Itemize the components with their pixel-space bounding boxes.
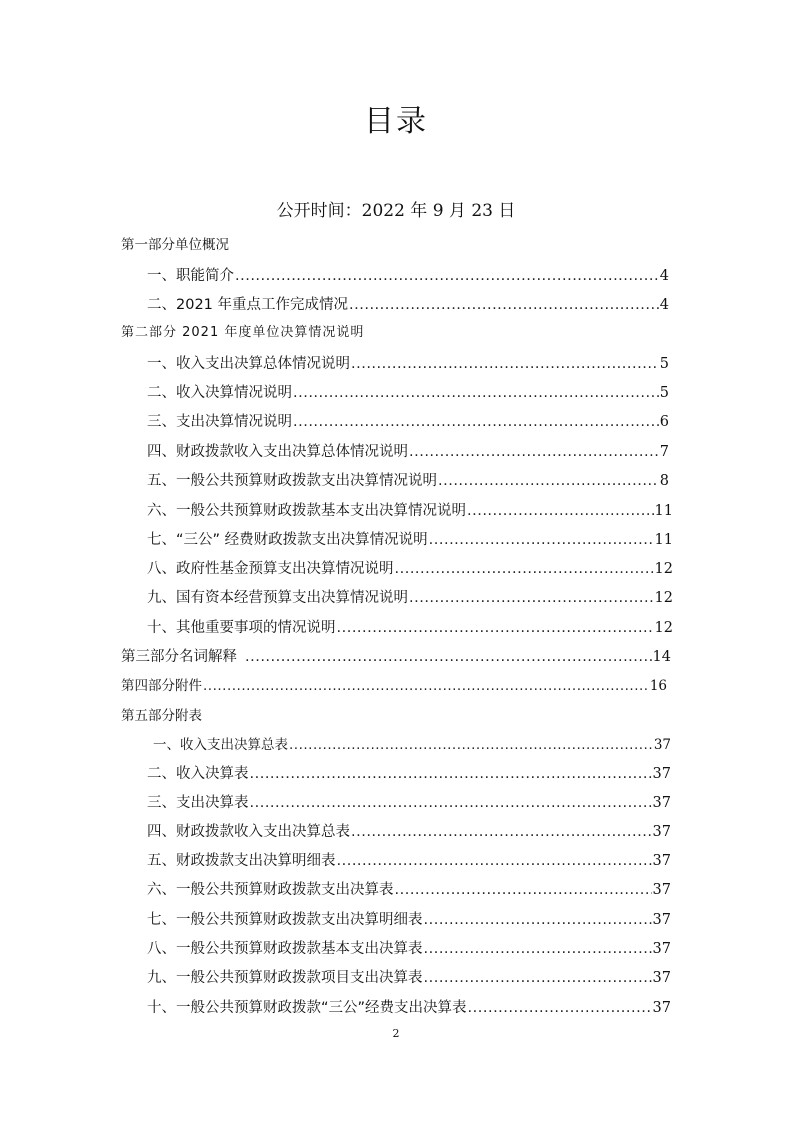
dot-leader <box>409 441 659 463</box>
dot-leader <box>250 792 652 814</box>
dot-leader <box>429 529 654 551</box>
toc-entry <box>147 382 669 404</box>
toc-label: 二、2021 年重点工作完成情况 <box>147 297 349 313</box>
dot-leader <box>293 411 659 433</box>
toc-label: 九、一般公共预算财政拨款项目支出决算表 <box>147 970 423 986</box>
toc-entry <box>147 265 669 287</box>
toc-part-3 <box>121 646 671 668</box>
dot-leader <box>245 646 652 668</box>
dot-leader <box>351 821 652 843</box>
toc-entry <box>147 763 671 785</box>
toc-page: 4 <box>659 268 669 284</box>
dot-leader <box>337 850 652 872</box>
toc-label: 第五部分附表 <box>121 708 202 724</box>
toc-page: 14 <box>652 649 671 665</box>
dot-leader <box>438 470 659 492</box>
toc-entry <box>147 294 669 316</box>
dot-leader <box>424 909 652 931</box>
toc-label: 第一部分单位概况 <box>121 237 229 253</box>
dot-leader <box>409 587 654 609</box>
toc-label: 四、财政拨款收入支出决算总表 <box>147 824 350 840</box>
toc-entry <box>147 411 669 433</box>
toc-label: 一、收入支出决算总表 <box>153 737 288 753</box>
toc-entry <box>147 558 673 580</box>
toc-page: 37 <box>652 1000 671 1016</box>
toc-page: 37 <box>652 853 671 869</box>
toc-label: 五、一般公共预算财政拨款支出决算情况说明 <box>147 473 437 489</box>
toc-label: 六、一般公共预算财政拨款基本支出决算情况说明 <box>147 503 466 519</box>
toc-entry <box>147 470 669 492</box>
toc-label: 第三部分名词解释 <box>121 649 237 665</box>
toc-label: 九、国有资本经营预算支出决算情况说明 <box>147 590 408 606</box>
toc-page: 6 <box>659 414 669 430</box>
toc-page: 11 <box>654 503 673 519</box>
dot-leader <box>424 938 652 960</box>
dot-leader <box>395 879 652 901</box>
dot-leader <box>467 500 654 522</box>
dot-leader <box>351 353 659 375</box>
dot-leader <box>349 294 659 316</box>
toc-entry <box>147 909 671 931</box>
toc-entry <box>147 587 673 609</box>
toc-page: 12 <box>654 590 673 606</box>
toc-entry <box>147 821 671 843</box>
toc-entry <box>147 529 673 551</box>
toc-entry <box>147 850 671 872</box>
toc-page: 8 <box>659 473 669 489</box>
dot-leader <box>337 617 654 639</box>
page-number: 2 <box>392 1027 400 1040</box>
toc-entry <box>147 879 671 901</box>
dot-leader <box>424 967 652 989</box>
toc-label: 五、财政拨款支出决算明细表 <box>147 853 336 869</box>
toc-label: 七、“三公” 经费财政拨款支出决算情况说明 <box>147 532 428 548</box>
toc-entry <box>147 938 671 960</box>
toc-page: 37 <box>653 737 671 753</box>
toc-page: 37 <box>652 795 671 811</box>
toc-part-1 <box>121 234 669 256</box>
toc-part-4 <box>121 675 667 697</box>
toc-entry <box>147 353 669 375</box>
toc-entry <box>153 734 671 756</box>
toc-label: 四、财政拨款收入支出决算总体情况说明 <box>147 444 408 460</box>
toc-part-5 <box>121 705 669 727</box>
toc-label: 六、一般公共预算财政拨款支出决算表 <box>147 882 394 898</box>
toc-entry <box>147 441 669 463</box>
toc-entry <box>147 792 671 814</box>
dot-leader <box>235 265 659 287</box>
publish-date: 公开时间：2022 年 9 月 23 日 <box>276 201 516 221</box>
toc-page: 11 <box>654 532 673 548</box>
toc-label: 十、一般公共预算财政拨款“三公”经费支出决算表 <box>147 1000 467 1016</box>
toc-page: 16 <box>649 678 667 694</box>
toc-entry <box>147 997 671 1019</box>
toc-page: 12 <box>654 620 673 636</box>
toc-entry <box>147 967 671 989</box>
toc-entry <box>147 617 673 639</box>
toc-label: 三、支出决算情况说明 <box>147 414 292 430</box>
toc-page: 4 <box>659 297 669 313</box>
toc-page: 37 <box>652 766 671 782</box>
toc-page: 37 <box>652 941 671 957</box>
toc-page: 37 <box>652 824 671 840</box>
toc-part-2 <box>121 322 669 344</box>
dot-leader <box>203 675 649 697</box>
toc-label: 一、收入支出决算总体情况说明 <box>147 356 350 372</box>
toc-page: 37 <box>652 970 671 986</box>
toc-page: 5 <box>659 356 669 372</box>
toc-label: 第二部分 2021 年度单位决算情况说明 <box>121 325 365 340</box>
toc-page: 12 <box>654 561 673 577</box>
toc-label: 第四部分附件 <box>121 678 202 694</box>
toc-label: 二、收入决算表 <box>147 766 249 782</box>
toc-label: 八、政府性基金预算支出决算情况说明 <box>147 561 394 577</box>
dot-leader <box>289 734 653 756</box>
dot-leader <box>468 997 652 1019</box>
page-title: 目录 <box>364 104 428 139</box>
toc-entry <box>147 500 673 522</box>
toc-page: 7 <box>659 444 669 460</box>
dot-leader <box>293 382 659 404</box>
toc-label: 三、支出决算表 <box>147 795 249 811</box>
toc-label: 八、一般公共预算财政拨款基本支出决算表 <box>147 941 423 957</box>
toc-page: 37 <box>652 882 671 898</box>
toc-page: 37 <box>652 912 671 928</box>
toc-page: 5 <box>659 385 669 401</box>
dot-leader <box>250 763 652 785</box>
toc-label: 二、收入决算情况说明 <box>147 385 292 401</box>
toc-label: 七、一般公共预算财政拨款支出决算明细表 <box>147 912 423 928</box>
toc-label: 一、职能简介 <box>147 268 234 284</box>
toc-label: 十、其他重要事项的情况说明 <box>147 620 336 636</box>
dot-leader <box>395 558 654 580</box>
